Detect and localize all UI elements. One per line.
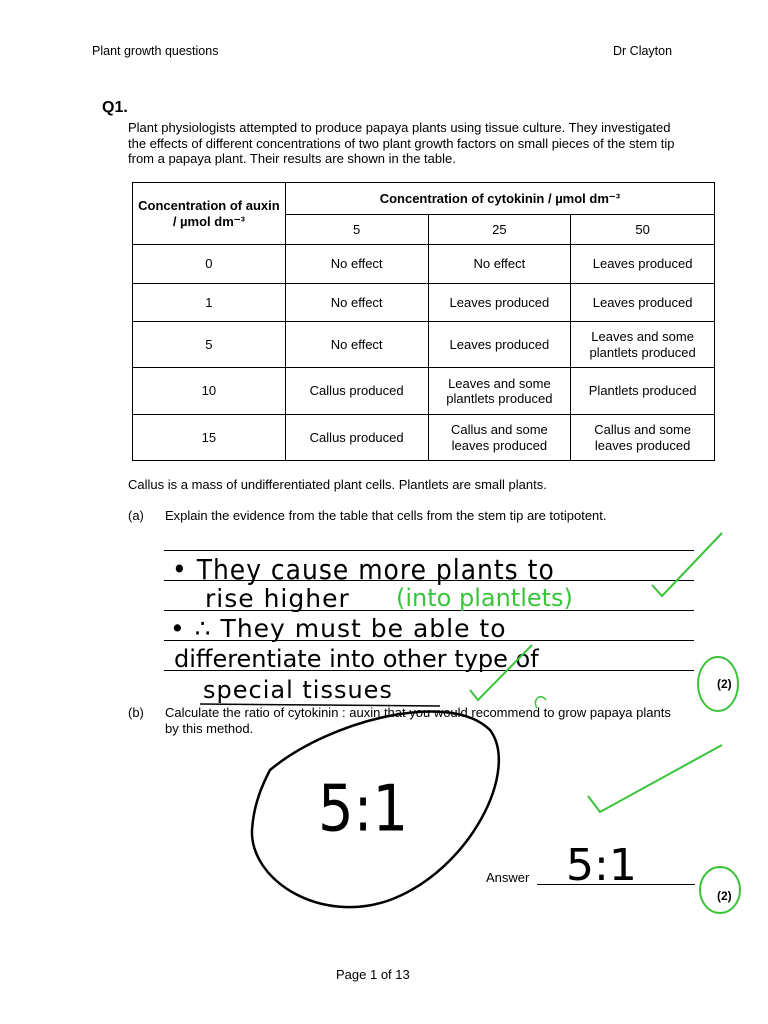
handwritten-line: • ∴ They must be able to [170,614,507,643]
working-circle-icon [252,711,499,907]
part-b-text: Calculate the ratio of cytokinin : auxin that you would recommend to grow papaya plants by this method. [165,705,671,736]
part-b-marks: (2) [717,889,732,903]
table-cell: No effect [285,245,428,284]
table-cell: Leaves and some plantlets produced [571,322,715,368]
auxin-value: 1 [133,284,286,322]
auxin-value: 0 [133,245,286,284]
table-cell: Callus and some leaves produced [571,415,715,461]
cytokinin-header: Concentration of cytokinin / µmol dm⁻³ [285,183,714,215]
auxin-value: 5 [133,322,286,368]
table-cell: Callus produced [285,368,428,415]
handwritten-green-note: (into plantlets) [396,584,573,612]
table-cell: Leaves produced [571,284,715,322]
handwritten-line: • They cause more plants to [172,553,555,586]
cytokinin-level: 5 [285,215,428,245]
cytokinin-level: 50 [571,215,715,245]
part-a-marks: (2) [717,677,732,691]
auxin-header: Concentration of auxin / µmol dm⁻³ [133,183,286,245]
question-number: Q1. [102,99,128,116]
mark-circle-icon [698,657,738,711]
header-right: Dr Clayton [613,44,673,58]
part-b-label: (b) [128,705,144,720]
table-cell: Callus produced [285,415,428,461]
question-intro: Plant physiologists attempted to produce papaya plants using tissue culture. They investigated the effects of different concentrations of two plant growth factors on small pieces of the stem tip from a papaya plant. Their results are shown in the table. [128,120,675,166]
table-cell: Callus and some leaves produced [428,415,571,461]
auxin-value: 15 [133,415,286,461]
table-cell: No effect [285,322,428,368]
definition-text: Callus is a mass of undifferentiated plant cells. Plantlets are small plants. [128,477,547,492]
part-a-label: (a) [128,508,144,523]
table-cell: No effect [428,245,571,284]
cytokinin-level: 25 [428,215,571,245]
part-a-text: Explain the evidence from the table that cells from the stem tip are totipotent. [165,508,607,523]
working-ratio: 5:1 [318,772,409,847]
table-cell: Leaves produced [428,284,571,322]
auxin-value: 10 [133,368,286,415]
handwritten-line: rise higher [205,584,350,613]
handwritten-line: special tissues [203,676,393,704]
final-answer: 5:1 [566,840,637,891]
tick-icon [588,745,722,812]
green-mark [535,697,546,708]
answer-label: Answer [486,870,530,885]
underline-stroke [200,704,440,706]
page-number: Page 1 of 13 [336,967,410,982]
table-cell: Leaves produced [428,322,571,368]
table-cell: Leaves produced [571,245,715,284]
table-cell: No effect [285,284,428,322]
table-cell: Plantlets produced [571,368,715,415]
tick-icon [470,645,532,700]
tick-icon [652,533,722,596]
table-cell: Leaves and some plantlets produced [428,368,571,415]
handwritten-line: differentiate into other type of [174,645,539,673]
mark-circle-icon [700,867,740,913]
header-left: Plant growth questions [92,44,219,58]
